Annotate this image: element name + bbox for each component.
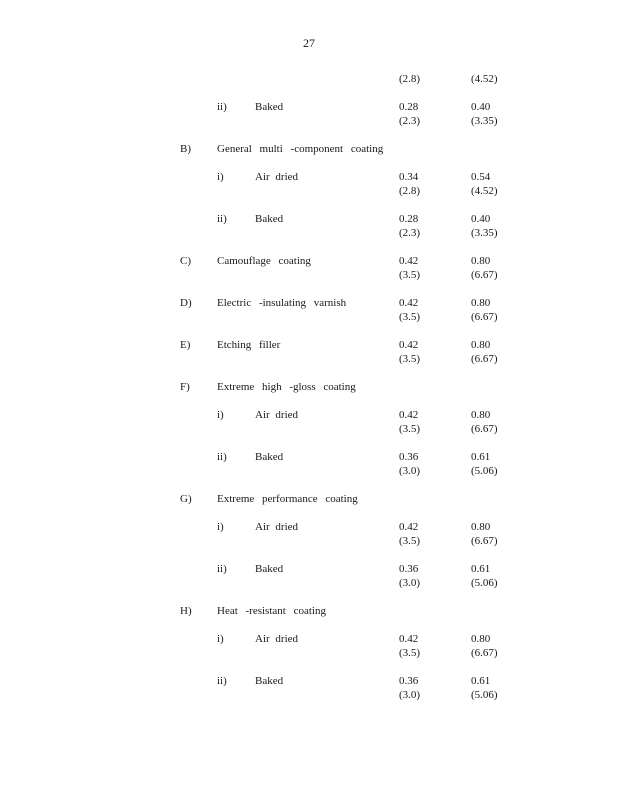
value-1: 0.36 <box>399 563 419 575</box>
value-2-secondary: (5.06) <box>471 465 498 477</box>
sub-item-label: Baked <box>255 101 284 113</box>
value-1: 0.42 <box>399 633 419 645</box>
sub-item-label: Air dried <box>255 633 299 645</box>
value-2-secondary: (6.67) <box>471 423 498 435</box>
sub-item-row-secondary <box>0 422 618 436</box>
section-title: Electric -insulating varnish <box>217 297 347 309</box>
section-row <box>0 142 618 156</box>
value-2: 0.80 <box>471 255 491 267</box>
value-1: 0.42 <box>399 409 419 421</box>
section-letter: B) <box>180 143 191 155</box>
value-2-secondary: (6.67) <box>471 353 498 365</box>
value-2: 0.80 <box>471 521 491 533</box>
section-row <box>0 254 618 268</box>
value-1: 0.42 <box>399 255 419 267</box>
value-1: 0.42 <box>399 339 419 351</box>
section-letter: C) <box>180 255 191 267</box>
section-title: Heat -resistant coating <box>217 605 326 617</box>
value-2-secondary: (6.67) <box>471 535 498 547</box>
sub-item-row <box>0 100 618 114</box>
page-number: 27 <box>303 36 315 50</box>
section-row <box>0 380 618 394</box>
value-1: 0.28 <box>399 101 419 113</box>
sections <box>0 142 618 716</box>
sub-item-row <box>0 450 618 464</box>
value-2-secondary: (3.35) <box>471 227 498 239</box>
sub-item-label: Air dried <box>255 171 299 183</box>
sub-item-row <box>0 170 618 184</box>
value-1: 0.36 <box>399 675 419 687</box>
value-1-secondary: (2.3) <box>399 227 421 239</box>
sub-item-row <box>0 674 618 688</box>
value-1-secondary: (3.5) <box>399 647 421 659</box>
section-row <box>0 296 618 310</box>
sub-item-numeral: i) <box>217 633 224 645</box>
value-1-secondary: (2.3) <box>399 115 421 127</box>
value-2: 0.61 <box>471 675 491 687</box>
value-1-secondary: (3.0) <box>399 465 421 477</box>
value-1: 0.42 <box>399 297 419 309</box>
value-2: 0.80 <box>471 633 491 645</box>
section-letter: E) <box>180 339 191 351</box>
value-2: 0.80 <box>471 339 491 351</box>
sub-item-label: Baked <box>255 213 284 225</box>
section-row <box>0 604 618 618</box>
sub-item-numeral: i) <box>217 521 224 533</box>
sub-item-label: Air dried <box>255 409 299 421</box>
sub-item-numeral: ii) <box>217 451 227 463</box>
sub-item-label: Air dried <box>255 521 299 533</box>
value-1-secondary: (2.8) <box>399 73 421 85</box>
section-title: General multi -component coating <box>217 143 384 155</box>
value-1: 0.36 <box>399 451 419 463</box>
value-1-secondary: (3.5) <box>399 311 421 323</box>
value-2-secondary: (6.67) <box>471 647 498 659</box>
section-letter: D) <box>180 297 192 309</box>
value-2-secondary: (4.52) <box>471 73 498 85</box>
value-2: 0.54 <box>471 171 491 183</box>
value-2-secondary: (4.52) <box>471 185 498 197</box>
value-1-secondary: (2.8) <box>399 185 421 197</box>
section-title: Etching filler <box>217 339 281 351</box>
sub-item-row <box>0 562 618 576</box>
value-2-secondary: (3.35) <box>471 115 498 127</box>
sub-item-row-secondary <box>0 226 618 240</box>
value-2: 0.61 <box>471 451 491 463</box>
section-row-secondary <box>0 268 618 282</box>
section-title: Extreme performance coating <box>217 493 358 505</box>
section-row-secondary <box>0 310 618 324</box>
sub-item-row <box>0 212 618 226</box>
sub-item-label: Baked <box>255 563 284 575</box>
sub-item-label: Baked <box>255 451 284 463</box>
value-2: 0.40 <box>471 213 491 225</box>
value-2-secondary: (6.67) <box>471 269 498 281</box>
continuation-row <box>0 72 618 86</box>
value-2: 0.40 <box>471 101 491 113</box>
document-body <box>0 72 618 716</box>
value-2-secondary: (5.06) <box>471 689 498 701</box>
section-letter: G) <box>180 493 192 505</box>
sub-item-numeral: ii) <box>217 213 227 225</box>
value-2: 0.80 <box>471 409 491 421</box>
sub-item-numeral: i) <box>217 171 224 183</box>
value-1-secondary: (3.5) <box>399 423 421 435</box>
value-2-secondary: (5.06) <box>471 577 498 589</box>
sub-item-row-secondary <box>0 646 618 660</box>
value-1: 0.34 <box>399 171 419 183</box>
sub-item-row-secondary <box>0 464 618 478</box>
section-title: Extreme high -gloss coating <box>217 381 356 393</box>
value-1-secondary: (3.5) <box>399 269 421 281</box>
sub-item-row <box>0 408 618 422</box>
value-1: 0.28 <box>399 213 419 225</box>
value-1: 0.42 <box>399 521 419 533</box>
section-row-secondary <box>0 352 618 366</box>
value-1-secondary: (3.0) <box>399 577 421 589</box>
sub-item-numeral: i) <box>217 409 224 421</box>
sub-item-row-secondary <box>0 688 618 702</box>
sub-item-row <box>0 520 618 534</box>
section-row <box>0 492 618 506</box>
sub-item-row-secondary <box>0 576 618 590</box>
sub-item-numeral: ii) <box>217 101 227 113</box>
section-letter: H) <box>180 605 192 617</box>
sub-item-numeral: ii) <box>217 563 227 575</box>
value-2: 0.61 <box>471 563 491 575</box>
sub-item-row <box>0 632 618 646</box>
sub-item-label: Baked <box>255 675 284 687</box>
sub-item-row-secondary <box>0 114 618 128</box>
section-letter: F) <box>180 381 190 393</box>
value-1-secondary: (3.0) <box>399 689 421 701</box>
section-title: Camouflage coating <box>217 255 311 267</box>
value-1-secondary: (3.5) <box>399 535 421 547</box>
sub-item-row-secondary <box>0 534 618 548</box>
sub-item-row-secondary <box>0 184 618 198</box>
value-1-secondary: (3.5) <box>399 353 421 365</box>
sub-item-numeral: ii) <box>217 675 227 687</box>
value-2-secondary: (6.67) <box>471 311 498 323</box>
section-row <box>0 338 618 352</box>
value-2: 0.80 <box>471 297 491 309</box>
